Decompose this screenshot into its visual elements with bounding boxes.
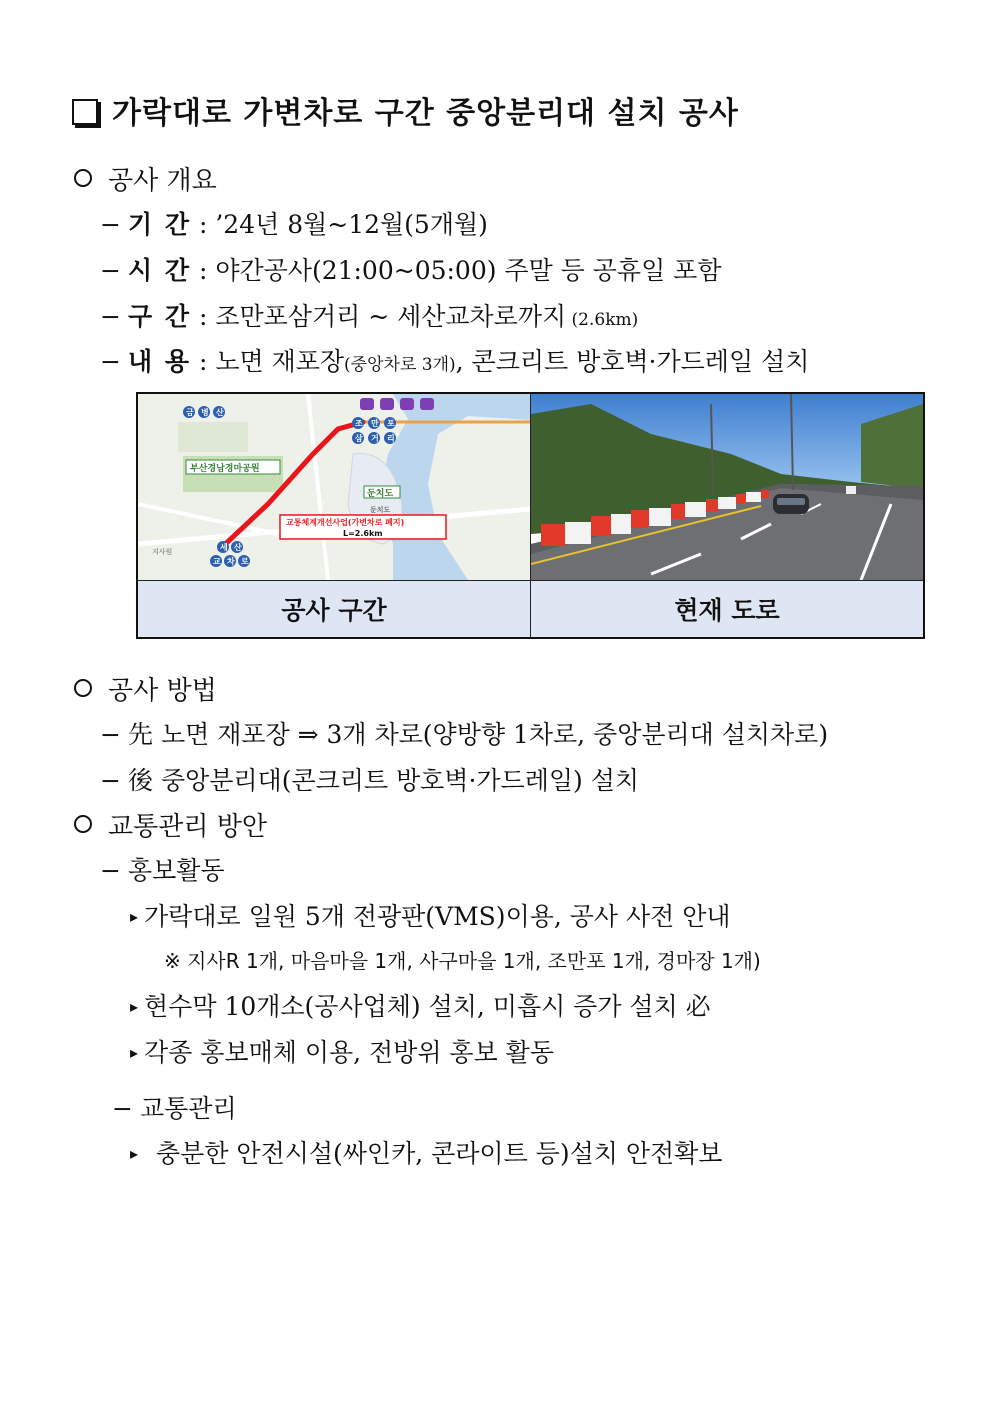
overview-heading: 공사 개요 (74, 160, 217, 197)
circle-bullet-icon (74, 169, 92, 187)
map-label-byeong: 병 (201, 408, 209, 417)
pr-item-2: ▸ 현수막 10개소(공사업체) 설치, 미흡시 증가 설치 必 (130, 992, 711, 1021)
overview-item-content: − 내 용 : 노면 재포장(중앙차로 3개), 콘크리트 방호벽·가드레일 설치 (100, 347, 810, 376)
traffic-heading: 교통관리 방안 (74, 806, 267, 843)
page-title: 가락대로 가변차로 구간 중앙분리대 설치 공사 (72, 88, 739, 132)
circle-bullet-icon (74, 815, 92, 833)
method-item-1: − 先 노면 재포장 ⇒ 3개 차로(양방향 1차로, 중앙분리대 설치차로) (100, 720, 829, 749)
map-label-island-sub: 둔치도 (370, 506, 391, 514)
road-photo (531, 393, 925, 581)
mgmt-item-1: ▸ 충분한 안전시설(싸인카, 콘라이트 등)설치 안전확보 (130, 1139, 723, 1168)
checkbox-square-icon (72, 99, 98, 125)
map-label-po: 포 (387, 419, 395, 428)
pr-label: − 홍보활동 (100, 856, 225, 885)
pr-item-3: ▸ 각종 홍보매체 이용, 전방위 홍보 활동 (130, 1038, 554, 1067)
map-label-length: L=2.6km (343, 529, 383, 538)
triangle-bullet-icon: ▸ (130, 997, 139, 1016)
map-label-ri: 리 (387, 434, 395, 443)
map-label-san: 산 (216, 408, 224, 417)
overview-item-section: − 구 간 : 조만포삼거리 ~ 세산교차로까지 (2.6km) (100, 302, 639, 331)
triangle-bullet-icon: ▸ (130, 1043, 139, 1062)
map-label-jo: 조 (355, 419, 363, 428)
method-item-2: − 後 중앙분리대(콘크리트 방호벽·가드레일) 설치 (100, 766, 639, 795)
pr-item-1: ▸ 가락대로 일원 5개 전광판(VMS)이용, 공사 사전 안내 (130, 902, 731, 931)
map-label-man: 만 (371, 419, 379, 428)
map-label-sam: 삼 (355, 434, 363, 443)
triangle-bullet-icon: ▸ (130, 907, 139, 926)
triangle-bullet-icon: ▸ (130, 1144, 139, 1163)
map-label-se: 세 (220, 543, 228, 552)
map-label-san2: 산 (234, 543, 242, 552)
map-label-park: 부산경남경마공원 (190, 464, 260, 474)
map-label-cha: 차 (227, 557, 235, 566)
map-label-geo: 거 (371, 434, 379, 443)
caption-current-road: 현재 도로 (531, 581, 925, 639)
method-heading: 공사 방법 (74, 670, 217, 707)
caption-construction-section: 공사 구간 (137, 581, 531, 639)
overview-item-time: − 시 간 : 야간공사(21:00~05:00) 주말 등 공휴일 포함 (100, 256, 722, 285)
circle-bullet-icon (74, 679, 92, 697)
map-label-geum: 금 (186, 408, 194, 417)
map-label-island: 둔치도 (367, 489, 394, 499)
map-label-jisa: 지사원 (152, 548, 173, 556)
figure-table (136, 392, 925, 639)
overview-item-period: − 기 간 : ’24년 8월~12월(5개월) (100, 210, 488, 239)
pr-note: ※ 지사R 1개, 마음마을 1개, 사구마을 1개, 조만포 1개, 경마장 1개) (164, 949, 761, 973)
mgmt-label: − 교통관리 (112, 1094, 237, 1123)
map-label-gyo: 교 (213, 557, 221, 566)
map-label-ro: 로 (241, 557, 249, 566)
map-label-project: 교통체계개선사업(가변차로 폐지) (286, 518, 405, 527)
map-image (137, 393, 531, 581)
